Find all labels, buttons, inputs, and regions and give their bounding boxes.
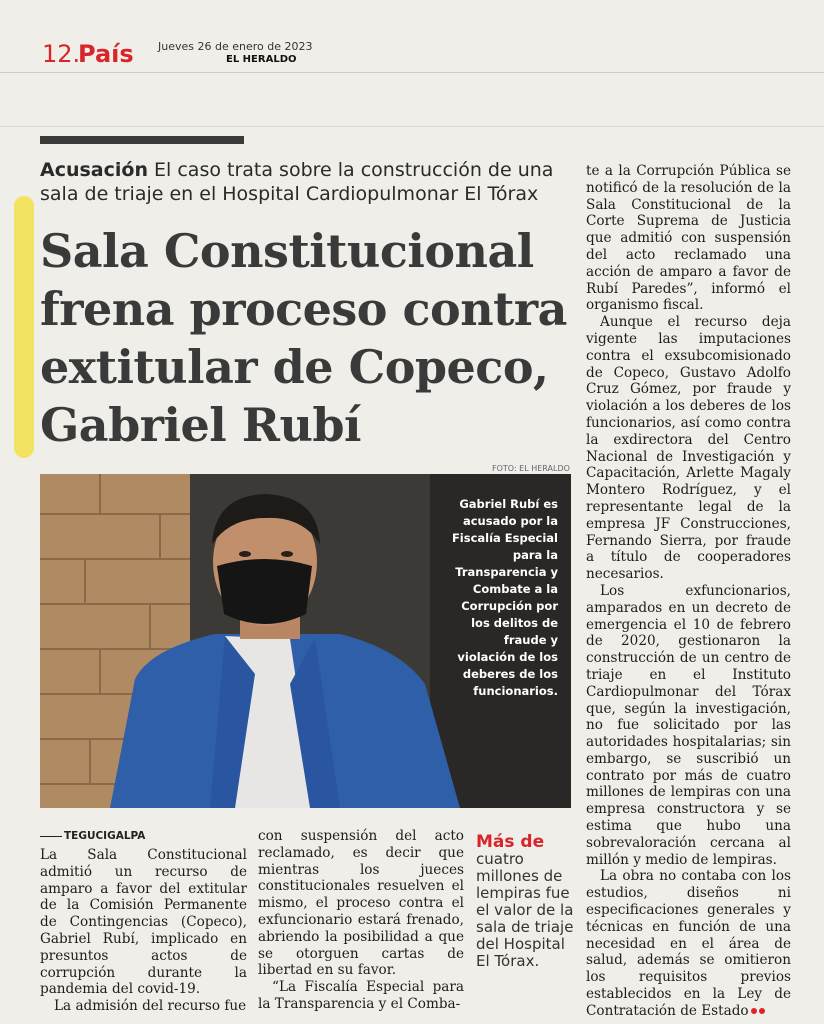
- end-mark-icon: [751, 1008, 757, 1014]
- end-mark-icon: [759, 1008, 765, 1014]
- marker-highlight: [14, 196, 34, 458]
- paragraph: La admisión del recurso fue: [54, 998, 247, 1015]
- paragraph: con suspensión del acto reclamado, es decir que mientras los jueces constitucionales resuelven el mismo, el proceso contra el exfuncionario estará frenado, abriendo la posibilidad a que se otorguen cartas de libertad en su favor.: [258, 828, 464, 979]
- paragraph: Los exfuncionarios, amparados en un decreto de emergencia el 10 de febrero de 2020, gestionaron la construcción de un centro de triaje en el Instituto Cardiopulmonar del Tórax que, según la investigación, no fue solicitado por las autoridades hospitalarias; sin embargo, se suscribió un contrato por más de cuatro millones de lempiras con una empresa constructora y se estima que hubo una sobrevaloración cercana al millón y medio de lempiras.: [586, 582, 791, 868]
- dateline: TEGUCIGALPA: [40, 830, 145, 842]
- paragraph-text: La obra no contaba con los estudios, diseños ni especificaciones generales y técnicas en función de una necesidad en el área de salud, además se omitieron los requisitos previos establecidos en la Ley de Contratación de Estado: [586, 868, 791, 1019]
- paragraph: La Sala Constitucional admitió un recurso de amparo a favor del extitular de la Comisión Permanente de Contingencias (Copeco), Gabriel Rubí, implicado en presuntos actos de corrupción durante la pandemia del covid-19.: [40, 847, 247, 998]
- column-1: [40, 847, 247, 1015]
- column-3: [586, 163, 791, 1020]
- sidebar-heading: Más de: [476, 832, 545, 852]
- newspaper-name: EL HERALDO: [226, 54, 297, 65]
- divider: [0, 126, 824, 127]
- photo-caption: Gabriel Rubí es acusado por la Fiscalía Especial para la Transparencia y Combate a la Corrupción por los delitos de fraude y violación de los deberes de los funcionarios.: [451, 497, 558, 698]
- paragraph: te a la Corrupción Pública se notificó de la resolución de la Sala Constitucional de la Corte Suprema de Justicia que admitió con suspensión del acto reclamado una acción de amparo a favor de Rubí Paredes”, informó el organismo fiscal.: [586, 163, 791, 314]
- page-number: 12.: [42, 40, 81, 68]
- photo-credit: FOTO: EL HERALDO: [492, 464, 570, 473]
- paragraph: “La Fiscalía Especial para la Transparencia y el Comba-: [258, 979, 464, 1012]
- kicker: [40, 158, 560, 206]
- issue-date: Jueves 26 de enero de 2023: [158, 40, 313, 53]
- kicker-text: El caso trata sobre la construcción de una sala de triaje en el Hospital Cardiopulmonar El Tórax: [40, 159, 554, 205]
- section-title: País: [78, 40, 134, 68]
- headline: Sala Constitucional frena proceso contra extitular de Copeco, Gabriel Rubí: [40, 224, 567, 452]
- article-top-bar: [40, 136, 244, 144]
- sidebar-fact: [476, 834, 576, 970]
- column-2: [258, 828, 464, 1013]
- paragraph: Aunque el recurso deja vigente las imputaciones contra el exsubcomisionado de Copeco, Gustavo Adolfo Cruz Gómez, por fraude y violación a los deberes de los funcionarios, así como contra la exdirectora del Centro Nacional de Investigación y Capacitación, Arlette Magaly Montero Rodríguez, y el representante legal de la empresa JF Construcciones, Fernando Sierra, por fraude a título de cooperadores necesarios.: [586, 314, 791, 583]
- kicker-label: Acusación: [40, 159, 148, 181]
- paragraph: [586, 868, 791, 1019]
- header-rule: [0, 72, 824, 73]
- sidebar-text: cuatro millones de lempiras fue el valor de la sala de triaje del Hospital El Tórax.: [476, 850, 574, 970]
